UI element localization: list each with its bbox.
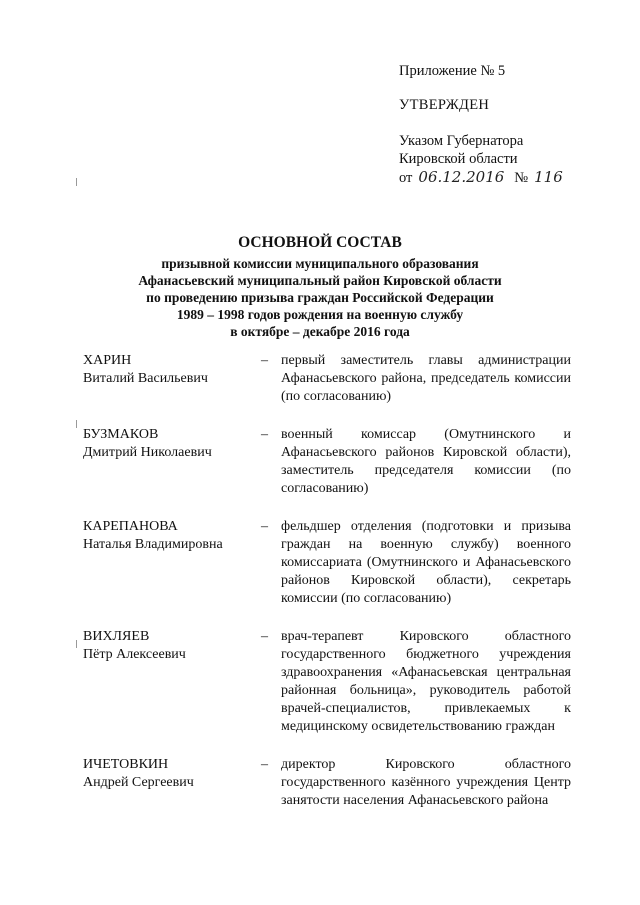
margin-mark [76,420,77,428]
margin-mark [76,640,77,648]
member-name [83,518,261,608]
from-label: от [399,170,413,186]
member-entry [83,518,573,608]
decree-line-2: Кировской области [399,151,518,167]
member-given-name: Пётр Алексеевич [83,647,186,662]
member-dash: – [261,427,268,442]
member-given-name: Андрей Сергеевич [83,775,194,790]
document-title [0,234,640,340]
member-name [83,352,261,406]
member-entry [83,352,573,406]
member-role: первый заместитель главы администрации Афанасьевского района, председатель комиссии (по согласованию) [281,353,571,404]
approved-stamp-text: УТВЕРЖДЕН [399,97,490,113]
member-dash: – [261,353,268,368]
member-entry [83,628,573,736]
member-role: врач-терапевт Кировского областного государственного бюджетного учреждения здравоохранения «Афанасьевская центральная районная больница», руководитель работой врачей-специалистов, привлекаемых к медицинскому освидетельствованию граждан [281,629,571,734]
member-entry [83,426,573,498]
member-given-name: Дмитрий Николаевич [83,445,212,460]
member-name [83,756,261,810]
margin-mark [76,178,77,186]
title-line: 1989 – 1998 годов рождения на военную службу [176,307,464,322]
member-entry [83,756,573,810]
members-list [83,352,573,810]
member-dash: – [261,757,268,772]
appendix-label: Приложение № 5 [399,63,506,79]
member-role: директор Кировского областного государственного казённого учреждения Центр занятости населения Афанасьевского района [281,757,571,808]
title-main: ОСНОВНОЙ СОСТАВ [238,234,402,251]
member-role: военный комиссар (Омутнинского и Афанасьевского районов Кировской области), заместитель председателя комиссии (по согласованию) [281,427,571,496]
member-given-name: Виталий Васильевич [83,371,208,386]
approval-header [399,62,563,187]
member-role: фельдшер отделения (подготовки и призыва граждан на военную службу) военного комиссариата (Омутнинского и Афанасьевского районов Кировской области), секретарь комиссии (по согласованию) [281,519,571,606]
number-label: № [514,170,529,186]
handwritten-number: 116 [534,168,563,186]
member-surname: ХАРИН [83,353,132,368]
member-name [83,628,261,736]
member-surname: ИЧЕТОВКИН [83,757,169,772]
member-surname: КАРЕПАНОВА [83,519,178,534]
member-given-name: Наталья Владимировна [83,537,223,552]
member-dash: – [261,519,268,534]
handwritten-date: 06.12.2016 [418,168,505,186]
member-name [83,426,261,498]
title-line: призывной комиссии муниципального образования [161,256,479,271]
decree-line-1: Указом Губернатора [399,133,524,149]
member-surname: БУЗМАКОВ [83,427,159,442]
decree-date-line [399,168,563,187]
member-surname: ВИХЛЯЕВ [83,629,150,644]
title-line: в октябре – декабре 2016 года [230,324,410,339]
title-line: по проведению призыва граждан Российской Федерации [146,290,494,305]
member-dash: – [261,629,268,644]
title-line: Афанасьевский муниципальный район Кировской области [138,273,502,288]
